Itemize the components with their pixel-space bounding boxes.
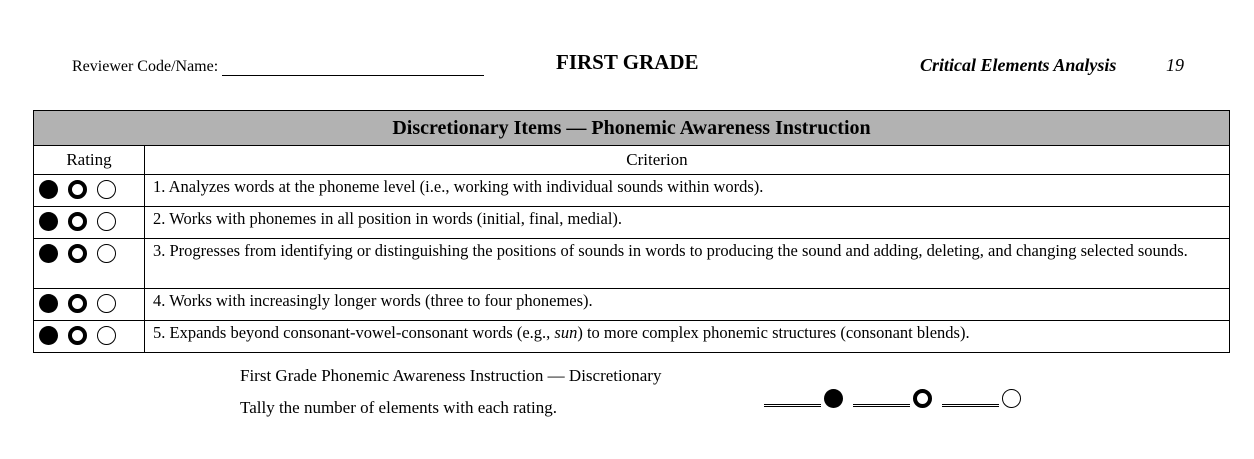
table-header-row — [34, 146, 1230, 175]
partial-rating-circle-icon[interactable] — [68, 212, 87, 231]
empty-rating-circle-icon[interactable] — [97, 244, 116, 263]
criterion-text — [145, 321, 1230, 353]
criterion-text-italic: sun — [554, 323, 578, 342]
page-number: 19 — [1166, 55, 1184, 75]
rating-cell — [34, 239, 145, 289]
full-rating-circle-icon[interactable] — [39, 244, 58, 263]
reviewer-label: Reviewer Code/Name: — [72, 58, 219, 75]
empty-rating-circle-icon — [1002, 389, 1021, 408]
table-title-row — [34, 111, 1230, 146]
full-rating-circle-icon[interactable] — [39, 294, 58, 313]
empty-rating-circle-icon[interactable] — [97, 294, 116, 313]
grade-title: FIRST GRADE — [556, 50, 699, 74]
tally-fields — [764, 389, 1031, 408]
table-row — [34, 239, 1230, 289]
table-row — [34, 289, 1230, 321]
page-header — [0, 0, 1254, 100]
criterion-column-header — [145, 146, 1230, 175]
tally-partial-input-line[interactable] — [853, 390, 910, 407]
footer-section-title: First Grade Phonemic Awareness Instruction — Discretionary — [240, 366, 662, 385]
table-row — [34, 175, 1230, 207]
rating-cell — [34, 175, 145, 207]
partial-rating-circle-icon[interactable] — [68, 294, 87, 313]
partial-rating-circle-icon[interactable] — [68, 326, 87, 345]
empty-rating-circle-icon[interactable] — [97, 180, 116, 199]
tally-empty-input-line[interactable] — [942, 390, 999, 407]
criterion-text: 1. Analyzes words at the phoneme level (i.e., working with individual sounds within words). — [145, 175, 1230, 207]
full-rating-circle-icon[interactable] — [39, 212, 58, 231]
criterion-text: 4. Works with increasingly longer words (three to four phonemes). — [145, 289, 1230, 321]
table-title: Discretionary Items — Phonemic Awareness Instruction — [34, 111, 1230, 146]
footer-tally-instruction: Tally the number of elements with each rating. — [240, 398, 557, 417]
partial-rating-circle-icon[interactable] — [68, 180, 87, 199]
rating-cell — [34, 207, 145, 239]
reviewer-input-line[interactable] — [222, 59, 484, 76]
criterion-text: 3. Progresses from identifying or distinguishing the positions of sounds in words to producing the sound and adding, deleting, and changing selected sounds. — [145, 239, 1230, 289]
criterion-text-after: ) to more complex phonemic structures (consonant blends). — [577, 323, 970, 342]
analysis-title: Critical Elements Analysis — [920, 55, 1117, 75]
full-rating-circle-icon[interactable] — [39, 180, 58, 199]
partial-rating-circle-icon[interactable] — [68, 244, 87, 263]
rating-cell — [34, 321, 145, 353]
reviewer-field — [72, 58, 484, 76]
table-row — [34, 207, 1230, 239]
criterion-text: 2. Works with phonemes in all position in words (initial, final, medial). — [145, 207, 1230, 239]
criteria-table — [33, 110, 1230, 353]
full-rating-circle-icon[interactable] — [39, 326, 58, 345]
criterion-header-label: Criterion — [626, 150, 688, 169]
full-rating-circle-icon — [824, 389, 843, 408]
empty-rating-circle-icon[interactable] — [97, 212, 116, 231]
table-row — [34, 321, 1230, 353]
tally-full-input-line[interactable] — [764, 390, 821, 407]
criterion-text-before: 5. Expands beyond consonant-vowel-consonant words (e.g., — [153, 323, 555, 342]
rating-column-header: Rating — [34, 146, 145, 175]
rating-cell — [34, 289, 145, 321]
partial-rating-circle-icon — [913, 389, 932, 408]
empty-rating-circle-icon[interactable] — [97, 326, 116, 345]
